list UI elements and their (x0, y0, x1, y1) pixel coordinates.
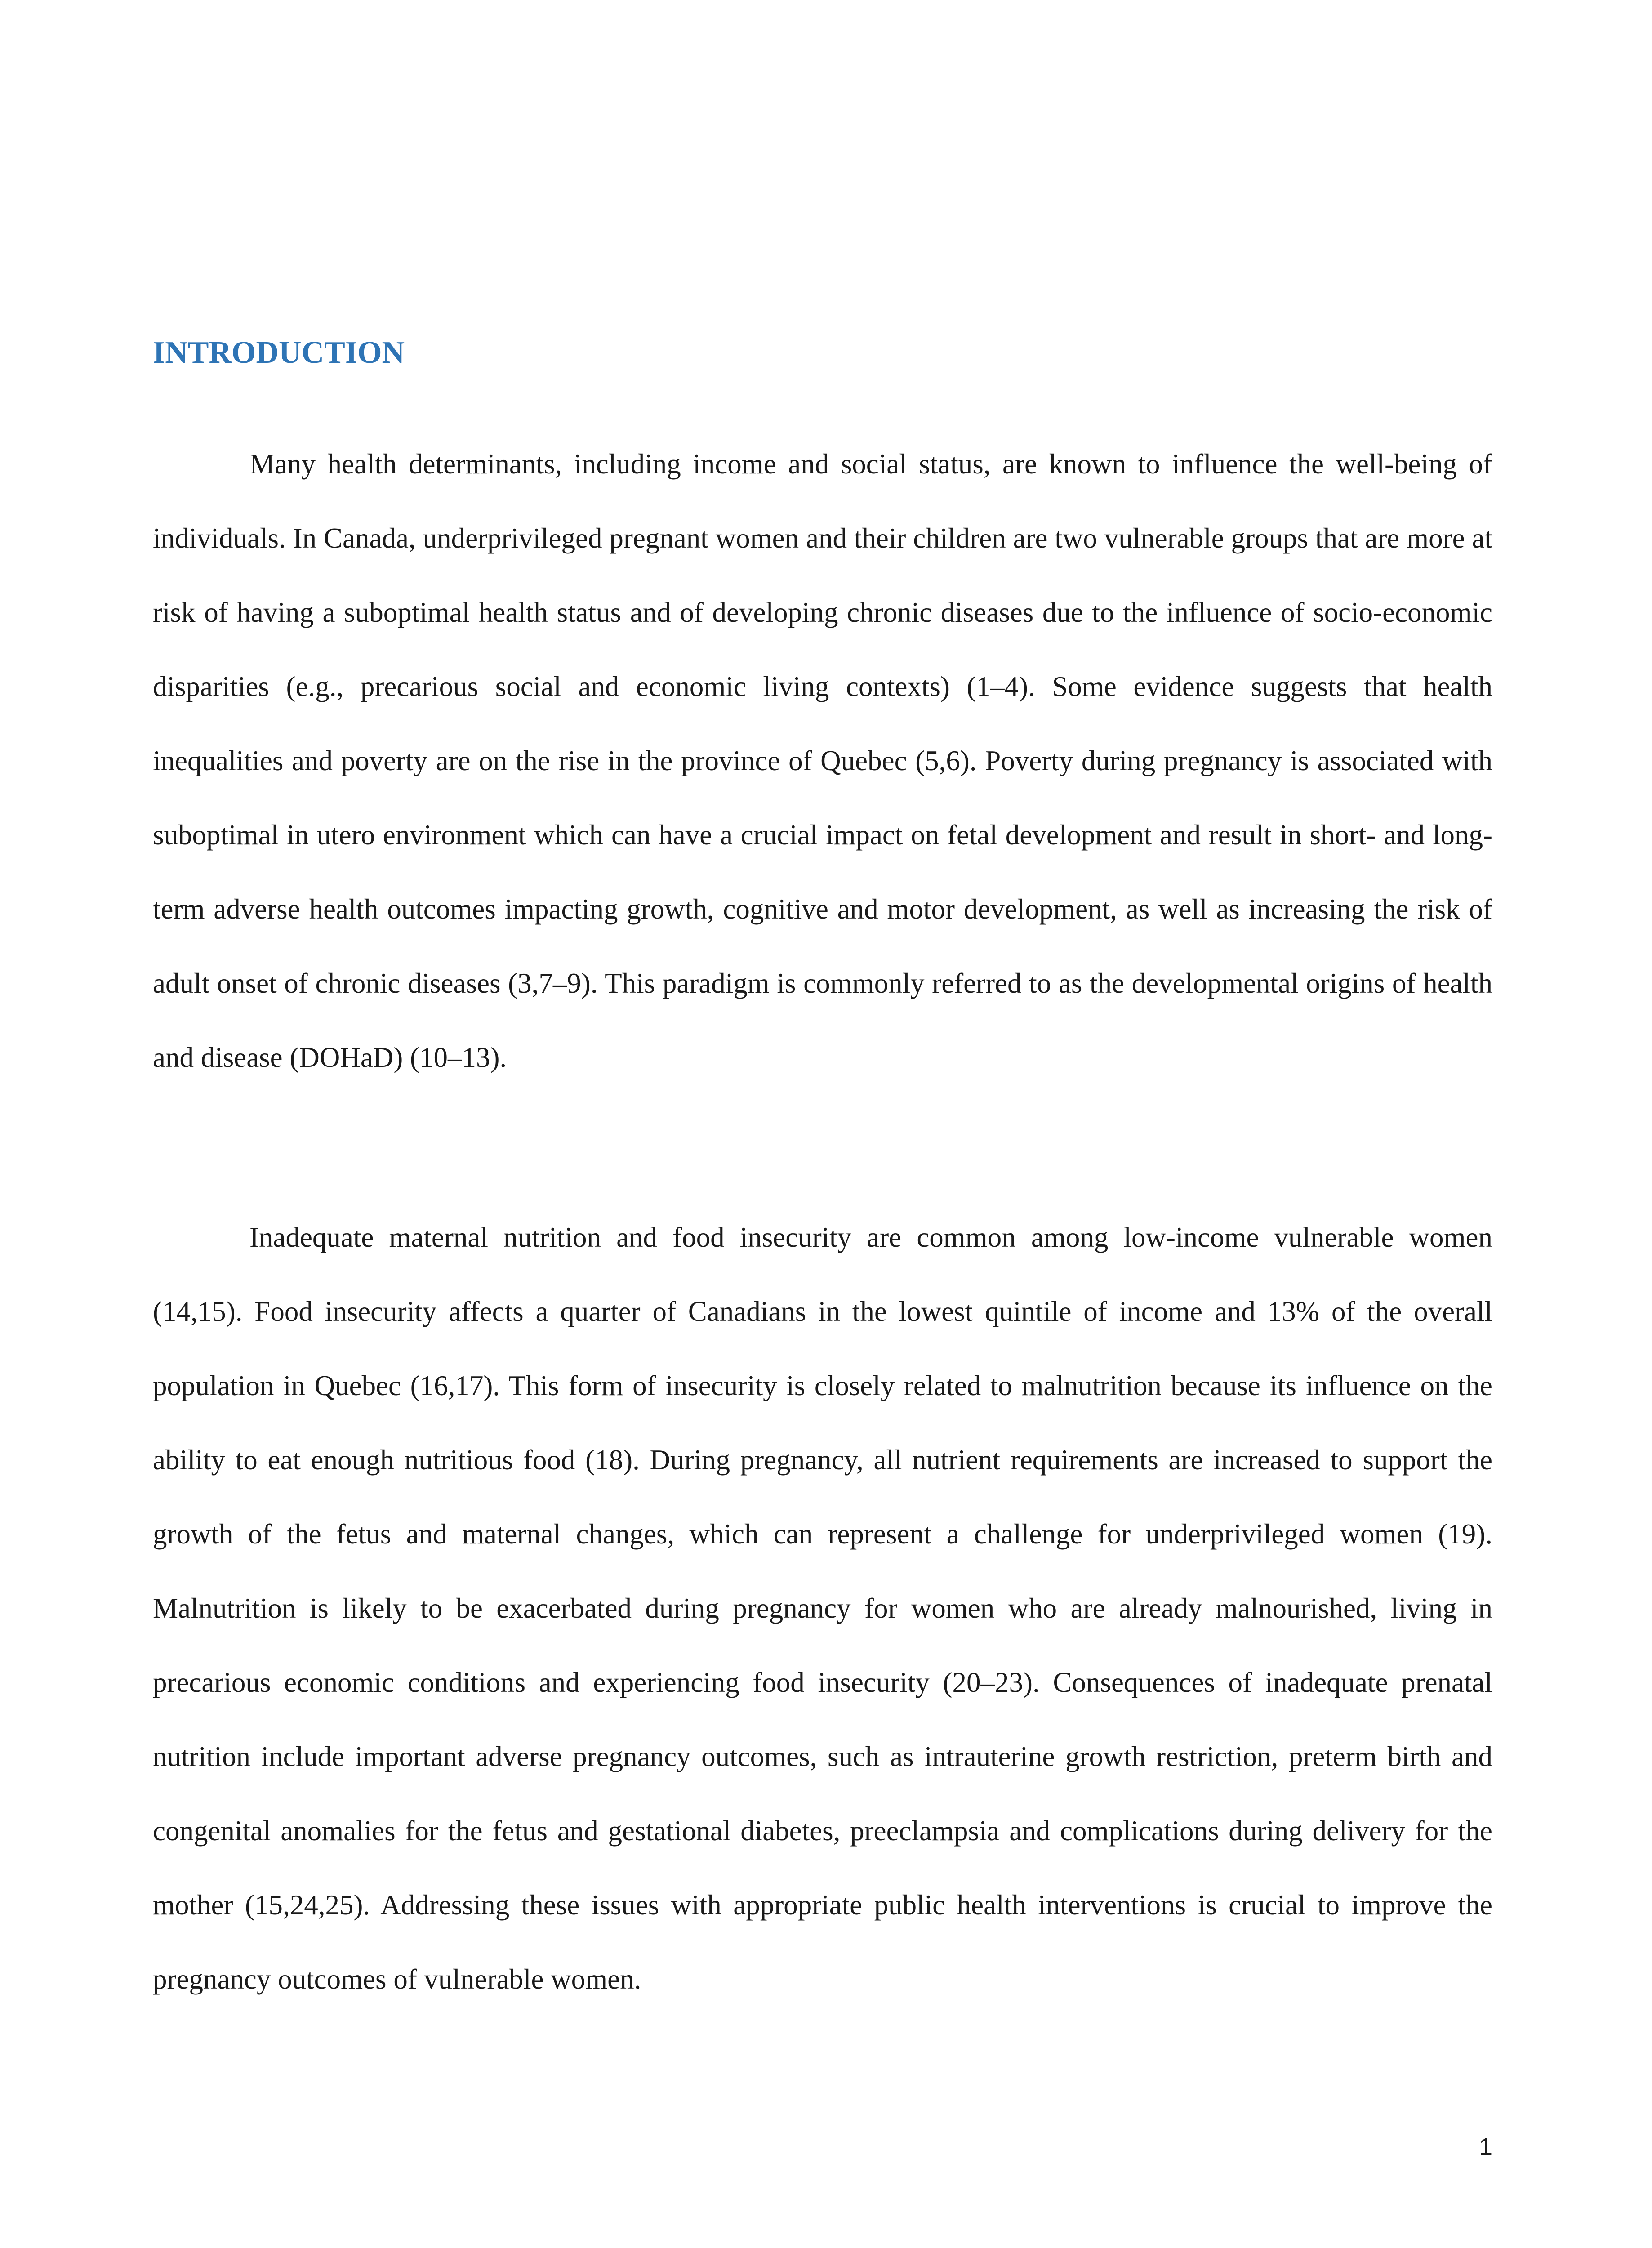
body-paragraph-2: Inadequate maternal nutrition and food insecurity are common among low-income vulnerable women (14,15). Food insecurity affects a quarter of Canadians in the lowest quintile of income and 13% of the overall population in Quebec (16,17). This form of insecurity is closely related to malnutrition because its influence on the ability to eat enough nutritious food (18). During pregnancy, all nutrient requirements are increased to support the growth of the fetus and maternal changes, which can represent a challenge for underprivileged women (19). Malnutrition is likely to be exacerbated during pregnancy for women who are already malnourished, living in precarious economic conditions and experiencing food insecurity (20–23). Consequences of inadequate prenatal nutrition include important adverse pregnancy outcomes, such as intrauterine growth restriction, preterm birth and congenital anomalies for the fetus and gestational diabetes, preeclampsia and complications during delivery for the mother (15,24,25). Addressing these issues with appropriate public health interventions is crucial to improve the pregnancy outcomes of vulnerable women. (153, 1222, 1492, 1995)
paragraph-block (153, 1200, 1492, 2016)
section-heading: INTRODUCTION (153, 335, 405, 370)
paragraph-block (153, 427, 1492, 1095)
page-number: 1 (1478, 2133, 1492, 2160)
body-paragraph-1: Many health determinants, including income and social status, are known to influence the well-being of individuals. In Canada, underprivileged pregnant women and their children are two vulnerable groups that are more at risk of having a suboptimal health status and of developing chronic diseases due to the influence of socio-economic disparities (e.g., precarious social and economic living contexts) (1–4). Some evidence suggests that health inequalities and poverty are on the rise in the province of Quebec (5,6). Poverty during pregnancy is associated with suboptimal in utero environment which can have a crucial impact on fetal development and result in short- and long-term adverse health outcomes impacting growth, cognitive and motor development, as well as increasing the risk of adult onset of chronic diseases (3,7–9). This paradigm is commonly referred to as the developmental origins of health and disease (DOHaD) (10–13). (153, 448, 1492, 1073)
